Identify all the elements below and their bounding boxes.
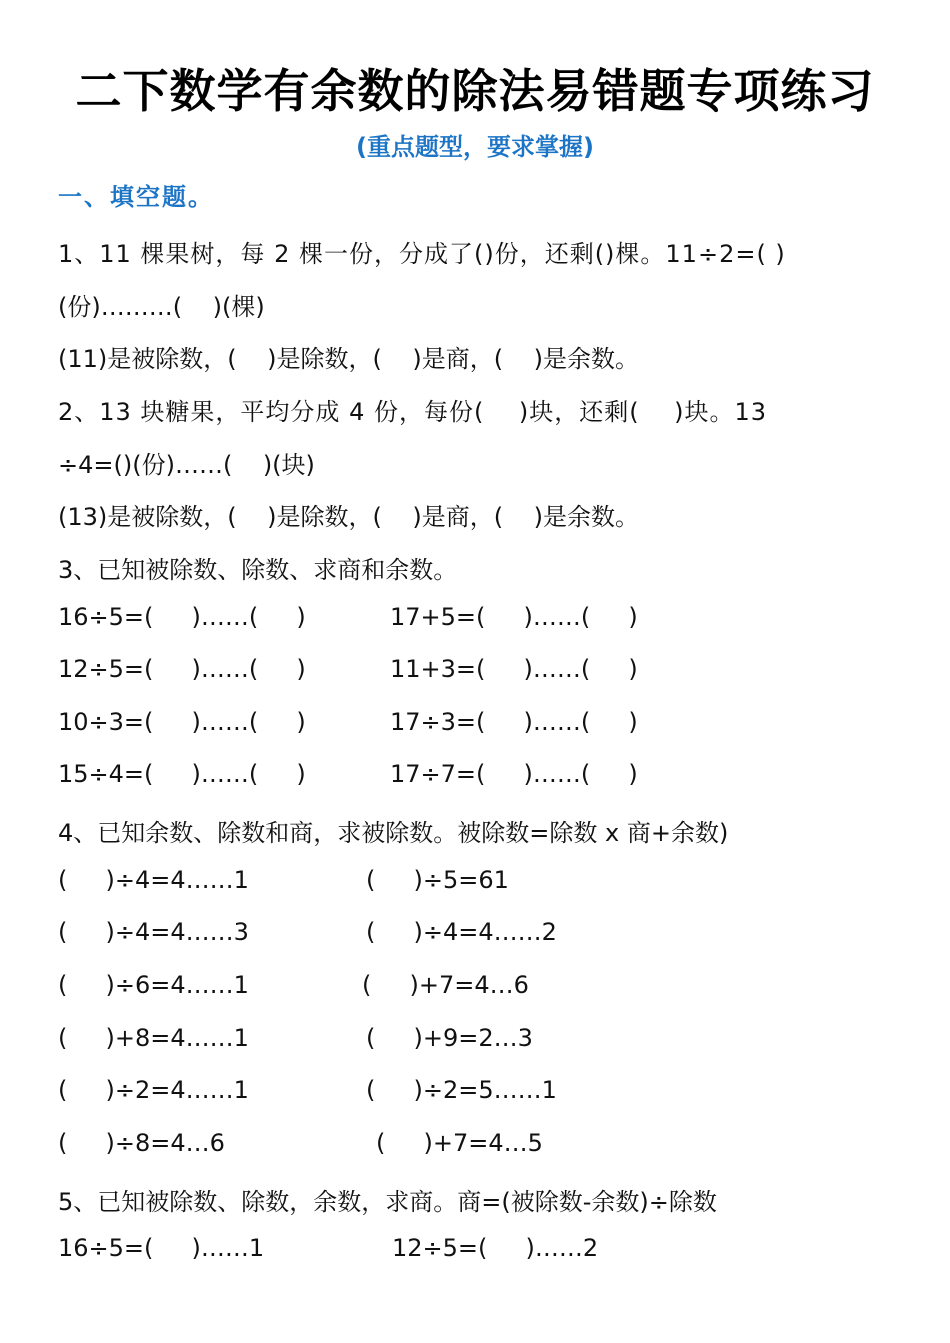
q3-right-item: 17+5=( )……( ): [390, 603, 638, 631]
q4-left-item: ( )+8=4……1: [58, 1024, 249, 1052]
q1-line-1: 1、11 棵果树，每 2 棵一份，分成了()份，还剩()棵。11÷2=( ): [58, 240, 786, 268]
q4-left-item: ( )÷6=4……1: [58, 971, 249, 999]
page-title: 二下数学有余数的除法易错题专项练习: [75, 64, 875, 118]
q2-line-2: ÷4=()(份)……( )(块): [58, 451, 315, 479]
q3-left-item: 10÷3=( )……( ): [58, 708, 306, 736]
q5-right-item: 12÷5=( )……2: [392, 1234, 599, 1262]
q3-right-item: 17÷3=( )……( ): [390, 708, 638, 736]
q4-left-item: ( )÷4=4……1: [58, 866, 249, 894]
q1-line-2: (份)………( )(棵): [58, 293, 265, 321]
q4-left-item: ( )÷2=4……1: [58, 1076, 249, 1104]
q5-left-item: 16÷5=( )……1: [58, 1234, 265, 1262]
q4-right-item: ( )+7=4…6: [362, 971, 529, 999]
q4-right-item: ( )÷2=5……1: [366, 1076, 557, 1104]
q4-left-item: ( )÷4=4……3: [58, 918, 249, 946]
q4-left-item: ( )÷8=4…6: [58, 1129, 225, 1157]
q4-right-item: ( )÷4=4……2: [366, 918, 557, 946]
page-subtitle: (重点题型，要求掌握): [356, 133, 594, 161]
q3-right-item: 11+3=( )……( ): [390, 655, 638, 683]
q1-line-3: (11)是被除数，( )是除数，( )是商，( )是余数。: [58, 345, 639, 373]
q4-heading: 4、已知余数、除数和商，求被除数。被除数=除数 x 商+余数): [58, 819, 729, 847]
q3-left-item: 16÷5=( )……( ): [58, 603, 306, 631]
q3-left-item: 15÷4=( )……( ): [58, 760, 306, 788]
q4-right-item: ( )+9=2…3: [366, 1024, 533, 1052]
q4-right-item: ( )+7=4…5: [376, 1129, 543, 1157]
q3-left-item: 12÷5=( )……( ): [58, 655, 306, 683]
q2-line-1: 2、13 块糖果，平均分成 4 份，每份( )块，还剩( )块。13: [58, 398, 767, 426]
q4-right-item: ( )÷5=61: [366, 866, 509, 894]
q2-line-3: (13)是被除数，( )是除数，( )是商，( )是余数。: [58, 503, 639, 531]
section-heading-fill-in: 一、填空题。: [58, 182, 214, 211]
q3-heading: 3、已知被除数、除数、求商和余数。: [58, 556, 458, 584]
q5-heading: 5、已知被除数、除数，余数，求商。商=(被除数-余数)÷除数: [58, 1188, 717, 1216]
q3-right-item: 17÷7=( )……( ): [390, 760, 638, 788]
